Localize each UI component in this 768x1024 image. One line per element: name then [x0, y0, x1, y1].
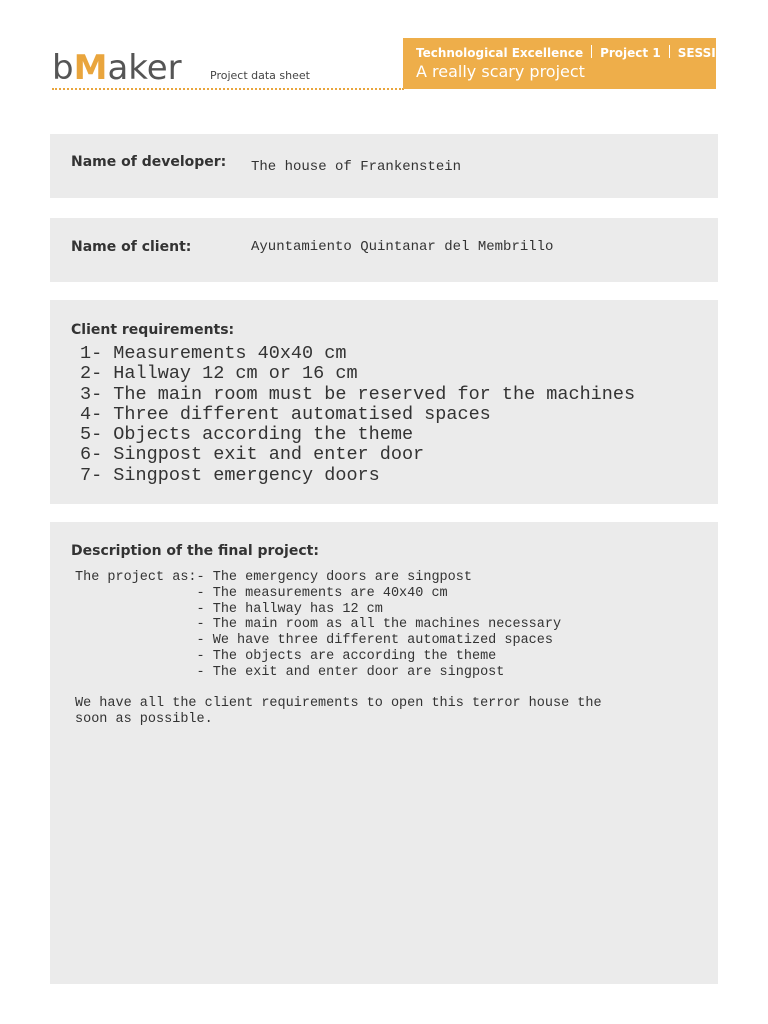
- developer-label: Name of developer:: [71, 154, 227, 170]
- banner-project: Project 1: [600, 46, 661, 60]
- banner-separator: [591, 45, 592, 58]
- client-value: Ayuntamiento Quintanar del Membrillo: [251, 239, 554, 255]
- requirement-item: 7- Singpost emergency doors: [80, 464, 380, 486]
- client-panel: [50, 218, 718, 282]
- description-panel: [50, 522, 718, 984]
- requirements-list: [80, 344, 635, 486]
- dotted-divider: [52, 88, 404, 90]
- requirements-label: Client requirements:: [71, 322, 235, 338]
- logo-accent: M: [73, 48, 108, 88]
- banner-meta: [416, 45, 749, 60]
- page-subtitle: Project data sheet: [210, 69, 310, 82]
- client-label: Name of client:: [71, 239, 192, 255]
- requirement-item: 1- Measurements 40x40 cm: [80, 343, 347, 364]
- project-banner: [403, 38, 749, 89]
- banner-separator: [669, 45, 670, 58]
- bmaker-logo: [52, 46, 182, 86]
- logo-prefix: b: [52, 48, 74, 88]
- developer-value: The house of Frankenstein: [251, 159, 462, 175]
- banner-session: SESSION 5: [677, 46, 749, 60]
- logo-text: [52, 50, 182, 86]
- logo-suffix: aker: [107, 48, 182, 88]
- requirement-item: 5- Objects according the theme: [80, 424, 414, 446]
- requirements-panel: [50, 300, 718, 504]
- developer-panel: [50, 134, 718, 198]
- requirement-item: 4- Three different automatised spaces: [80, 403, 491, 425]
- description-text: The project as:- The emergency doors are singpost - The measurements are 40x40 cm - The hallway has 12 cm - The main room as all the machines necessary - We have three different automatized spaces - The objects are according the theme - The exit and enter door are singpost We have all the client requirements to open this terror house the soon as possible.: [75, 570, 602, 728]
- banner-title: A really scary project: [416, 62, 585, 81]
- requirement-item: 6- Singpost exit and enter door: [80, 444, 425, 466]
- requirement-item: 3- The main room must be reserved for the machines: [80, 383, 636, 405]
- requirement-item: 2- Hallway 12 cm or 16 cm: [80, 363, 358, 385]
- description-label: Description of the final project:: [71, 543, 319, 559]
- banner-program: Technological Excellence: [416, 46, 584, 60]
